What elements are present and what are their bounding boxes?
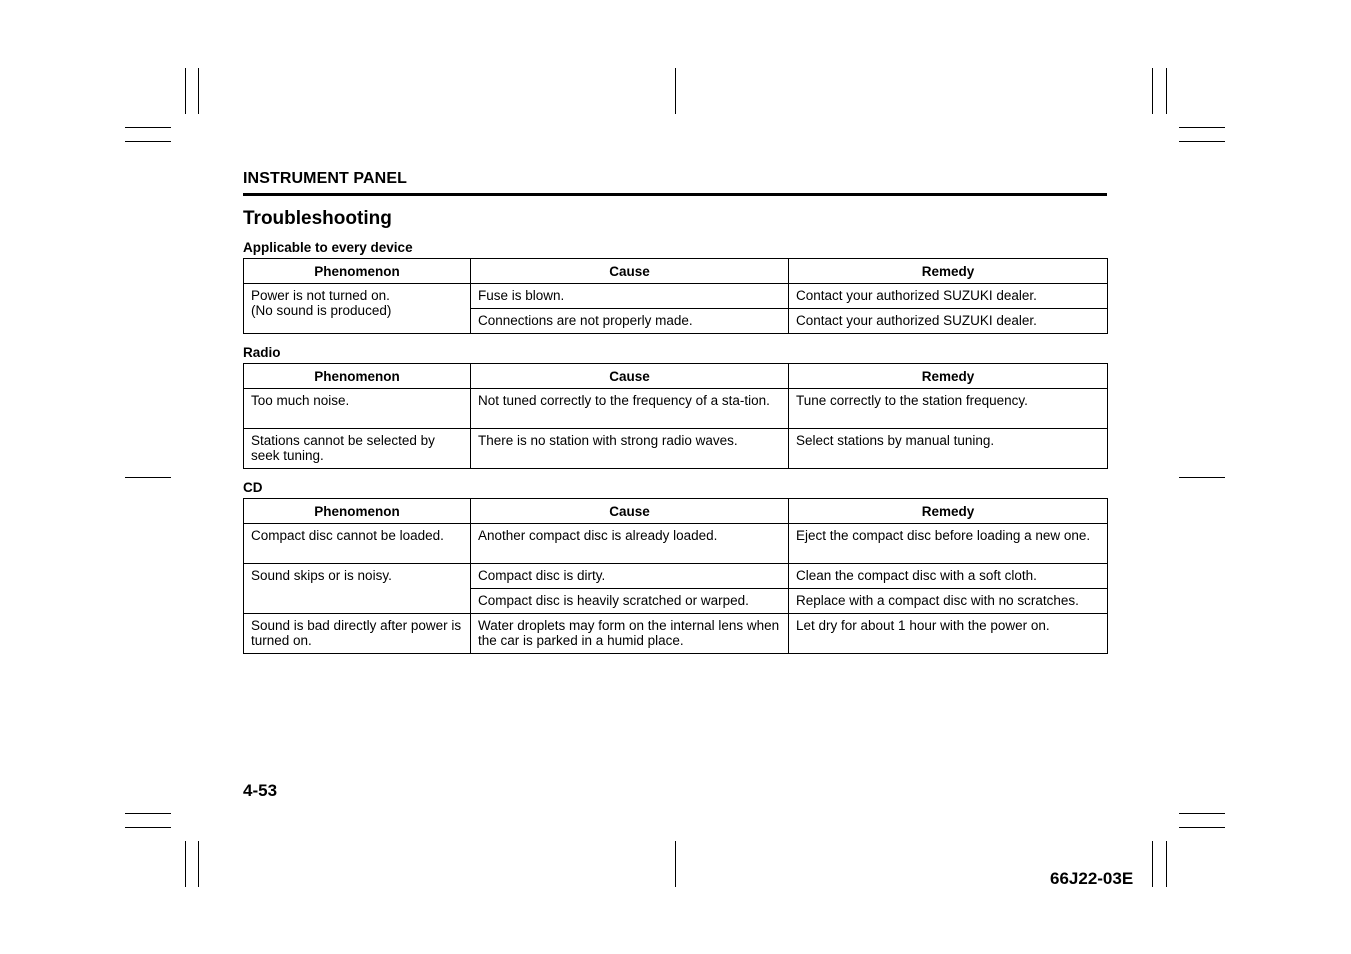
crop-mark (125, 477, 171, 478)
crop-mark (1179, 127, 1225, 128)
section-header: INSTRUMENT PANEL (243, 170, 407, 187)
page-number: 4-53 (243, 781, 278, 800)
remedy-cell: Select stations by manual tuning. (789, 429, 1108, 469)
crop-mark (185, 68, 186, 114)
remedy-cell: Replace with a compact disc with no scratches. (789, 589, 1108, 614)
phenomenon-cell: Stations cannot be selected by seek tuning. (244, 429, 471, 469)
crop-mark (185, 841, 186, 887)
table-caption-radio: Radio (243, 345, 281, 360)
document-code: 66J22-03E (1050, 869, 1134, 888)
crop-mark (125, 813, 171, 814)
table-row (244, 429, 1108, 469)
remedy-cell: Eject the compact disc before loading a new one. (789, 524, 1108, 564)
crop-mark (1152, 68, 1153, 114)
troubleshooting-table-general (243, 258, 1108, 334)
column-header-remedy: Remedy (789, 259, 1108, 284)
crop-mark (675, 68, 676, 114)
crop-mark (675, 841, 676, 887)
table-header-row (244, 499, 1108, 524)
crop-mark (198, 68, 199, 114)
phenomenon-cell: Too much noise. (244, 389, 471, 429)
cause-cell: Connections are not properly made. (471, 309, 789, 334)
table-header-row (244, 259, 1108, 284)
remedy-cell: Tune correctly to the station frequency. (789, 389, 1108, 429)
phenomenon-cell: Compact disc cannot be loaded. (244, 524, 471, 564)
troubleshooting-table-cd (243, 498, 1108, 654)
cause-cell: There is no station with strong radio waves. (471, 429, 789, 469)
remedy-cell: Contact your authorized SUZUKI dealer. (789, 284, 1108, 309)
phenomenon-cell: Sound skips or is noisy. (244, 564, 471, 614)
table-row (244, 284, 1108, 309)
cause-cell: Compact disc is heavily scratched or warped. (471, 589, 789, 614)
cause-cell: Fuse is blown. (471, 284, 789, 309)
remedy-cell: Clean the compact disc with a soft cloth. (789, 564, 1108, 589)
remedy-cell: Let dry for about 1 hour with the power on. (789, 614, 1108, 654)
table-row (244, 614, 1108, 654)
section-divider (243, 193, 1107, 196)
table-row (244, 389, 1108, 429)
cause-cell: Water droplets may form on the internal lens when the car is parked in a humid place. (471, 614, 789, 654)
crop-mark (1179, 827, 1225, 828)
column-header-cause: Cause (471, 364, 789, 389)
troubleshooting-table-radio (243, 363, 1108, 469)
crop-mark (1179, 813, 1225, 814)
crop-mark (125, 827, 171, 828)
column-header-phenomenon: Phenomenon (244, 499, 471, 524)
cause-cell: Another compact disc is already loaded. (471, 524, 789, 564)
cause-cell: Compact disc is dirty. (471, 564, 789, 589)
crop-mark (1179, 141, 1225, 142)
crop-mark (1166, 68, 1167, 114)
crop-mark (1152, 841, 1153, 887)
table-caption-cd: CD (243, 480, 263, 495)
cause-cell: Not tuned correctly to the frequency of a sta-tion. (471, 389, 789, 429)
column-header-remedy: Remedy (789, 364, 1108, 389)
column-header-cause: Cause (471, 499, 789, 524)
crop-mark (1166, 841, 1167, 887)
crop-mark (198, 841, 199, 887)
column-header-phenomenon: Phenomenon (244, 259, 471, 284)
crop-mark (125, 127, 171, 128)
table-row (244, 564, 1108, 589)
column-header-remedy: Remedy (789, 499, 1108, 524)
page-title: Troubleshooting (243, 208, 392, 229)
crop-mark (125, 141, 171, 142)
phenomenon-cell: Power is not turned on. (No sound is produced) (244, 284, 471, 334)
column-header-cause: Cause (471, 259, 789, 284)
phenomenon-cell: Sound is bad directly after power is turned on. (244, 614, 471, 654)
table-row (244, 524, 1108, 564)
crop-mark (1179, 477, 1225, 478)
column-header-phenomenon: Phenomenon (244, 364, 471, 389)
remedy-cell: Contact your authorized SUZUKI dealer. (789, 309, 1108, 334)
table-caption-general: Applicable to every device (243, 240, 413, 255)
table-header-row (244, 364, 1108, 389)
